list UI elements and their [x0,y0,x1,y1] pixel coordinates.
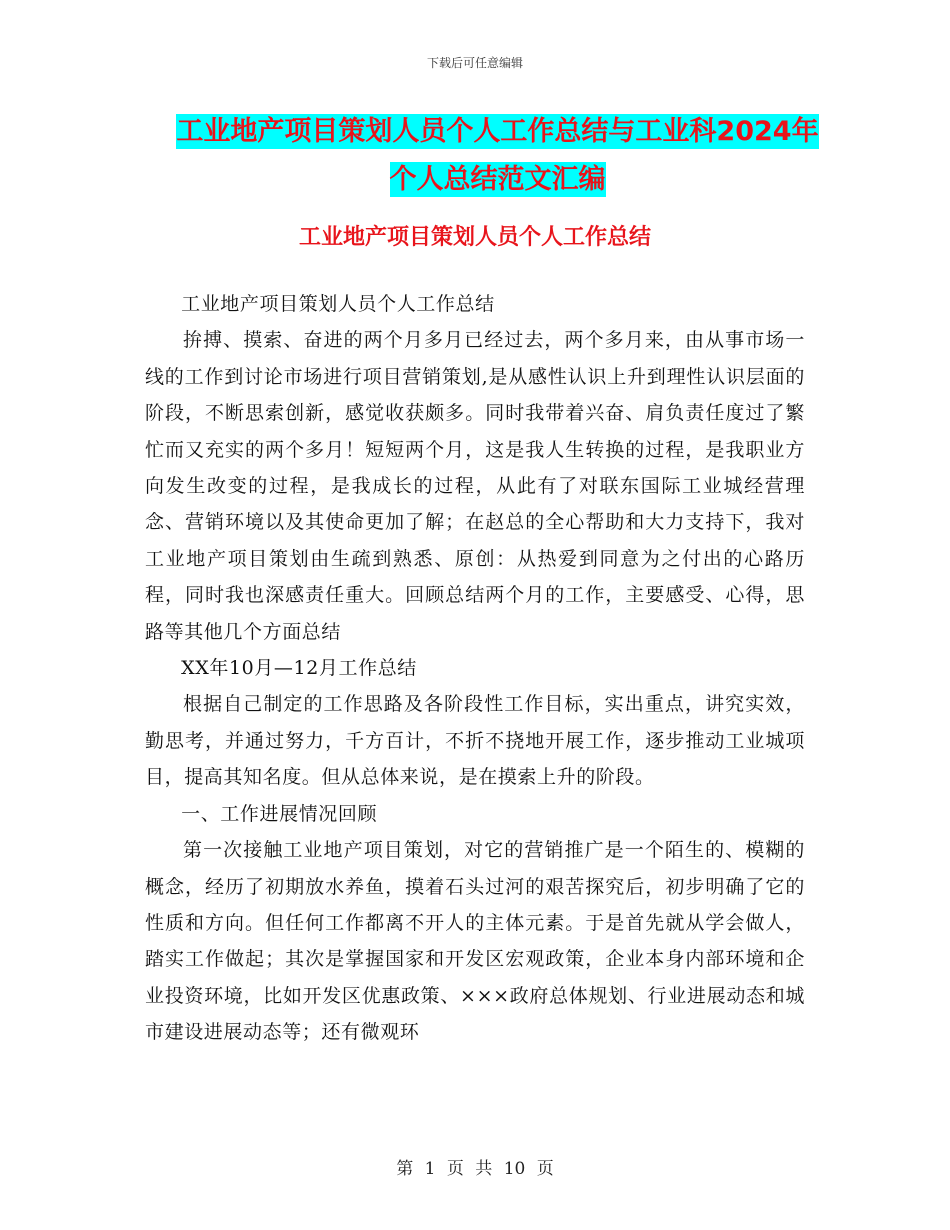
page-footer: 第 1 页 共 10 页 [396,1159,554,1179]
document-body [145,286,805,1051]
paragraph-section-heading: 一、工作进展情况回顾 [181,802,378,825]
paragraph-progress: 第一次接触工业地产项目策划，对它的营销推广是一个陌生的、模糊的概念，经历了初期放水养鱼，摸着石头过河的艰苦探究后，初步明确了它的性质和方向。但任何工作都离不开人的主体元素。于是首先就从学会做人，踏实工作做起；其次是掌握国家和开发区宏观政策，企业本身内部环境和企业投资环境，比如开发区优惠政策、×××政府总体规划、行业进展动态和城市建设进展动态等；还有微观环 [145,839,805,1044]
section-title: 工业地产项目策划人员个人工作总结 [298,225,651,250]
paragraph-intro: 拚搏、摸索、奋进的两个月多月已经过去，两个多月来，由从事市场一线的工作到讨论市场进行项目营销策划,是从感性认识上升到理性认识层面的阶段，不断思索创新，感觉收获颇多。同时我带着兴奋、肩负责任度过了繁忙而又充实的两个多月！短短两个月，这是我人生转换的过程，是我职业方向发生改变的过程，是我成长的过程，从此有了对联东国际工业城经营理念、营销环境以及其使命更加了解；在赵总的全心帮助和大力支持下，我对工业地产项目策划由生疏到熟悉、原创：从热爱到同意为之付出的心路历程，同时我也深感责任重大。回顾总结两个月的工作，主要感受、心得，思路等其他几个方面总结 [145,329,805,643]
paragraph-subtitle: 工业地产项目策划人员个人工作总结 [181,293,495,315]
document-title [145,108,850,204]
document-title-line-1: 工业地产项目策划人员个人工作总结与工业科2024年 [176,116,819,147]
paragraph-period-heading: XX年10月—12月工作总结 [181,657,417,680]
document-title-line-2: 个人总结范文汇编 [389,164,606,195]
paragraph-work-approach: 根据自己制定的工作思路及各阶段性工作目标，实出重点，讲究实效，勤思考，并通过努力，千方百计，不折不挠地开展工作，逐步推动工业城项目，提高其知名度。但从总体来说，是在摸索上升的阶段。 [145,693,805,789]
header-note: 下载后可任意编辑 [426,56,523,70]
